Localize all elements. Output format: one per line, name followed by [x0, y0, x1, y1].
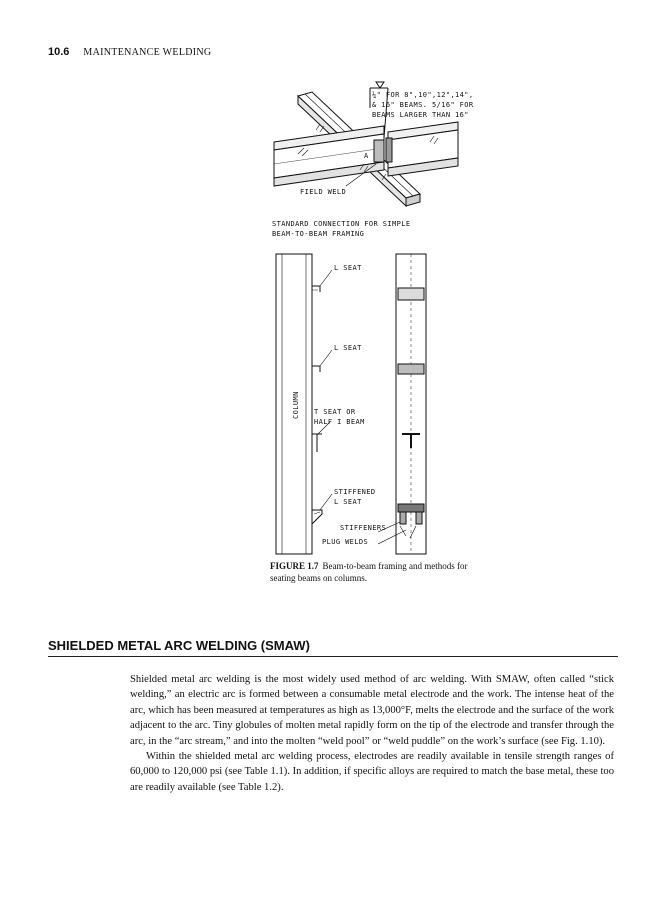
paragraph: Within the shielded metal arc welding process, electrodes are readily available in tensile strength ranges of 60,000 to 120,000 psi (see Table 1.1). In addition, if specific alloys are required to match the base metal, these too are readily available (see Table 1.2). — [130, 751, 614, 793]
l-seat-1-shape — [312, 286, 320, 292]
figure-1-7 — [260, 74, 500, 564]
weld-note-line3: BEAMS LARGER THAN 16" — [372, 111, 469, 119]
stiffened-label-line1: STIFFENED — [334, 488, 376, 496]
weld-note-line1: ¼" FOR 8",10",12",14", — [372, 91, 474, 99]
stiffened-seat-shape — [312, 510, 322, 524]
chapter-title: MAINTENANCE WELDING — [83, 47, 212, 58]
figure-caption — [270, 560, 480, 584]
l-seat-label-2: L SEAT — [334, 344, 362, 352]
paragraph: Shielded metal arc welding is the most widely used method of arc welding. With SMAW, often called “stick welding,” an electric arc is formed between a consumable metal electrode and the work. The intense heat of the arc, which has been measured at temperatures as high as 13,000°F, melts the electrode and the surface of the work adjacent to the arc. Tiny globules of molten metal rapidly form on the tip of the electrode and transfer through the arc, in the “arc stream,” and into the molten “weld pool” or “weld puddle” on the work’s surface (see Fig. 1.10). — [130, 674, 614, 747]
column-label: COLUMN — [292, 391, 300, 419]
t-seat-label-line1: T SEAT OR — [314, 408, 356, 416]
t-seat-label-line2: HALF I BEAM — [314, 418, 365, 426]
plug-welds-label: PLUG WELDS — [322, 538, 369, 546]
front-seat-2 — [398, 364, 424, 374]
stiffened-label-line2: L SEAT — [334, 498, 362, 506]
field-weld-label: FIELD WELD — [300, 188, 347, 196]
l-seat-label-1: L SEAT — [334, 264, 362, 272]
page-number: 10.6 — [48, 46, 70, 58]
stiffeners-label: STIFFENERS — [340, 524, 387, 532]
front-seat-1 — [398, 288, 424, 300]
figure-caption-label: FIGURE 1.7 — [270, 561, 319, 571]
t-seat-shape — [312, 434, 322, 452]
cross-beam-right — [388, 122, 458, 176]
running-head — [48, 46, 211, 58]
figure-caption-text: Beam-to-beam framing and methods for seating beams on columns. — [270, 561, 468, 583]
section-marker: A — [364, 152, 369, 160]
l-seat-2-shape — [312, 366, 320, 372]
body-text — [130, 672, 614, 795]
figure-illustration — [260, 74, 500, 564]
subcaption-line1: STANDARD CONNECTION FOR SIMPLE — [272, 220, 411, 228]
section-heading: SHIELDED METAL ARC WELDING (SMAW) — [48, 638, 618, 657]
weld-note-line2: & 16" BEAMS. 5/16" FOR — [372, 101, 474, 109]
subcaption-line2: BEAM-TO-BEAM FRAMING — [272, 230, 365, 238]
connection-angle — [374, 140, 384, 162]
